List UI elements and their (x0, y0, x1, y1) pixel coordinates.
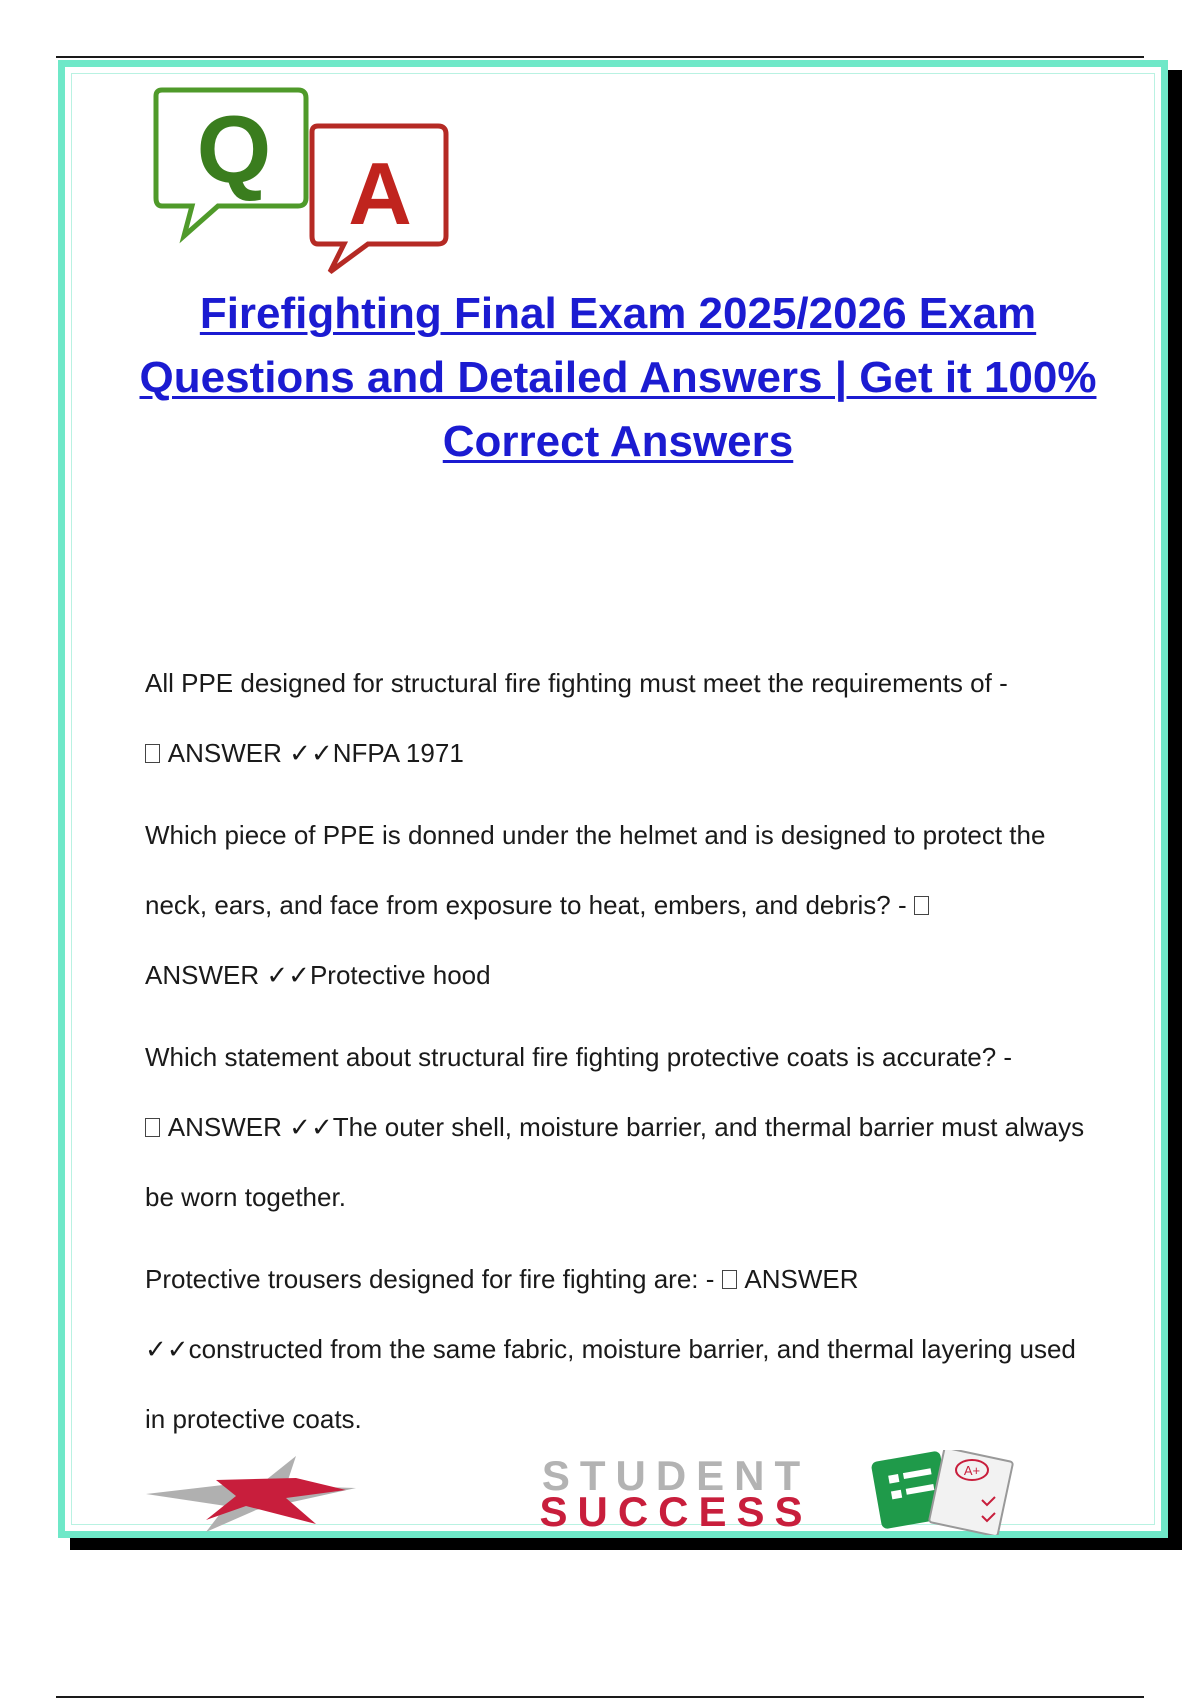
question-text: Which piece of PPE is donned under the helmet and is designed to protect the neck, ears, and face from exposure to heat, embers, and debris? - (145, 820, 1046, 920)
question-text: Protective trousers designed for fire fighting are: - (145, 1264, 715, 1294)
answer-text: NFPA 1971 (332, 738, 464, 768)
answer-label: ANSWER (167, 738, 282, 768)
answer-label: ANSWER (145, 960, 260, 990)
answer-text: The outer shell, moisture barrier, and thermal barrier must always be worn together. (145, 1112, 1085, 1212)
bottom-rule (56, 1696, 1144, 1698)
a-letter: A (348, 144, 412, 243)
grade-badge: A+ (963, 1463, 981, 1478)
missing-glyph-icon (914, 896, 929, 915)
answer-label: ANSWER (744, 1264, 859, 1294)
page-title: Firefighting Final Exam 2025/2026 Exam Questions and Detailed Answers | Get it 100% Correct Answers (139, 289, 1097, 466)
graded-paper-icon (929, 1450, 1013, 1535)
answer-label: ANSWER (167, 1112, 282, 1142)
q-letter: Q (196, 96, 272, 203)
qa-item (145, 1022, 1095, 1232)
missing-glyph-icon (722, 1270, 737, 1289)
check-icon: ✓✓ (289, 1112, 333, 1142)
check-icon: ✓✓ (145, 1334, 189, 1364)
question-text: All PPE designed for structural fire fighting must meet the requirements of - (145, 668, 1008, 698)
missing-glyph-icon (145, 1118, 160, 1137)
qa-item (145, 800, 1095, 1010)
qa-item (145, 648, 1095, 788)
check-icon: ✓✓ (266, 960, 310, 990)
question-text: Which statement about structural fire fighting protective coats is accurate? - (145, 1042, 1013, 1072)
qa-item (145, 1244, 1095, 1454)
q-bubble-icon (156, 90, 306, 236)
missing-glyph-icon (145, 744, 160, 763)
check-icon: ✓✓ (289, 738, 333, 768)
footer-line1: STUDENT (541, 1452, 811, 1499)
qa-logo (148, 86, 488, 286)
footer-line2: SUCCESS (539, 1488, 813, 1535)
star-swoosh-icon (146, 1456, 356, 1532)
qa-list (145, 648, 1095, 1466)
a-bubble-icon (312, 126, 446, 272)
answer-text: Protective hood (309, 960, 491, 990)
top-rule (56, 56, 1144, 58)
student-success-logo (146, 1450, 1086, 1535)
answer-text: constructed from the same fabric, moisture barrier, and thermal layering used in protective coats. (145, 1334, 1076, 1434)
